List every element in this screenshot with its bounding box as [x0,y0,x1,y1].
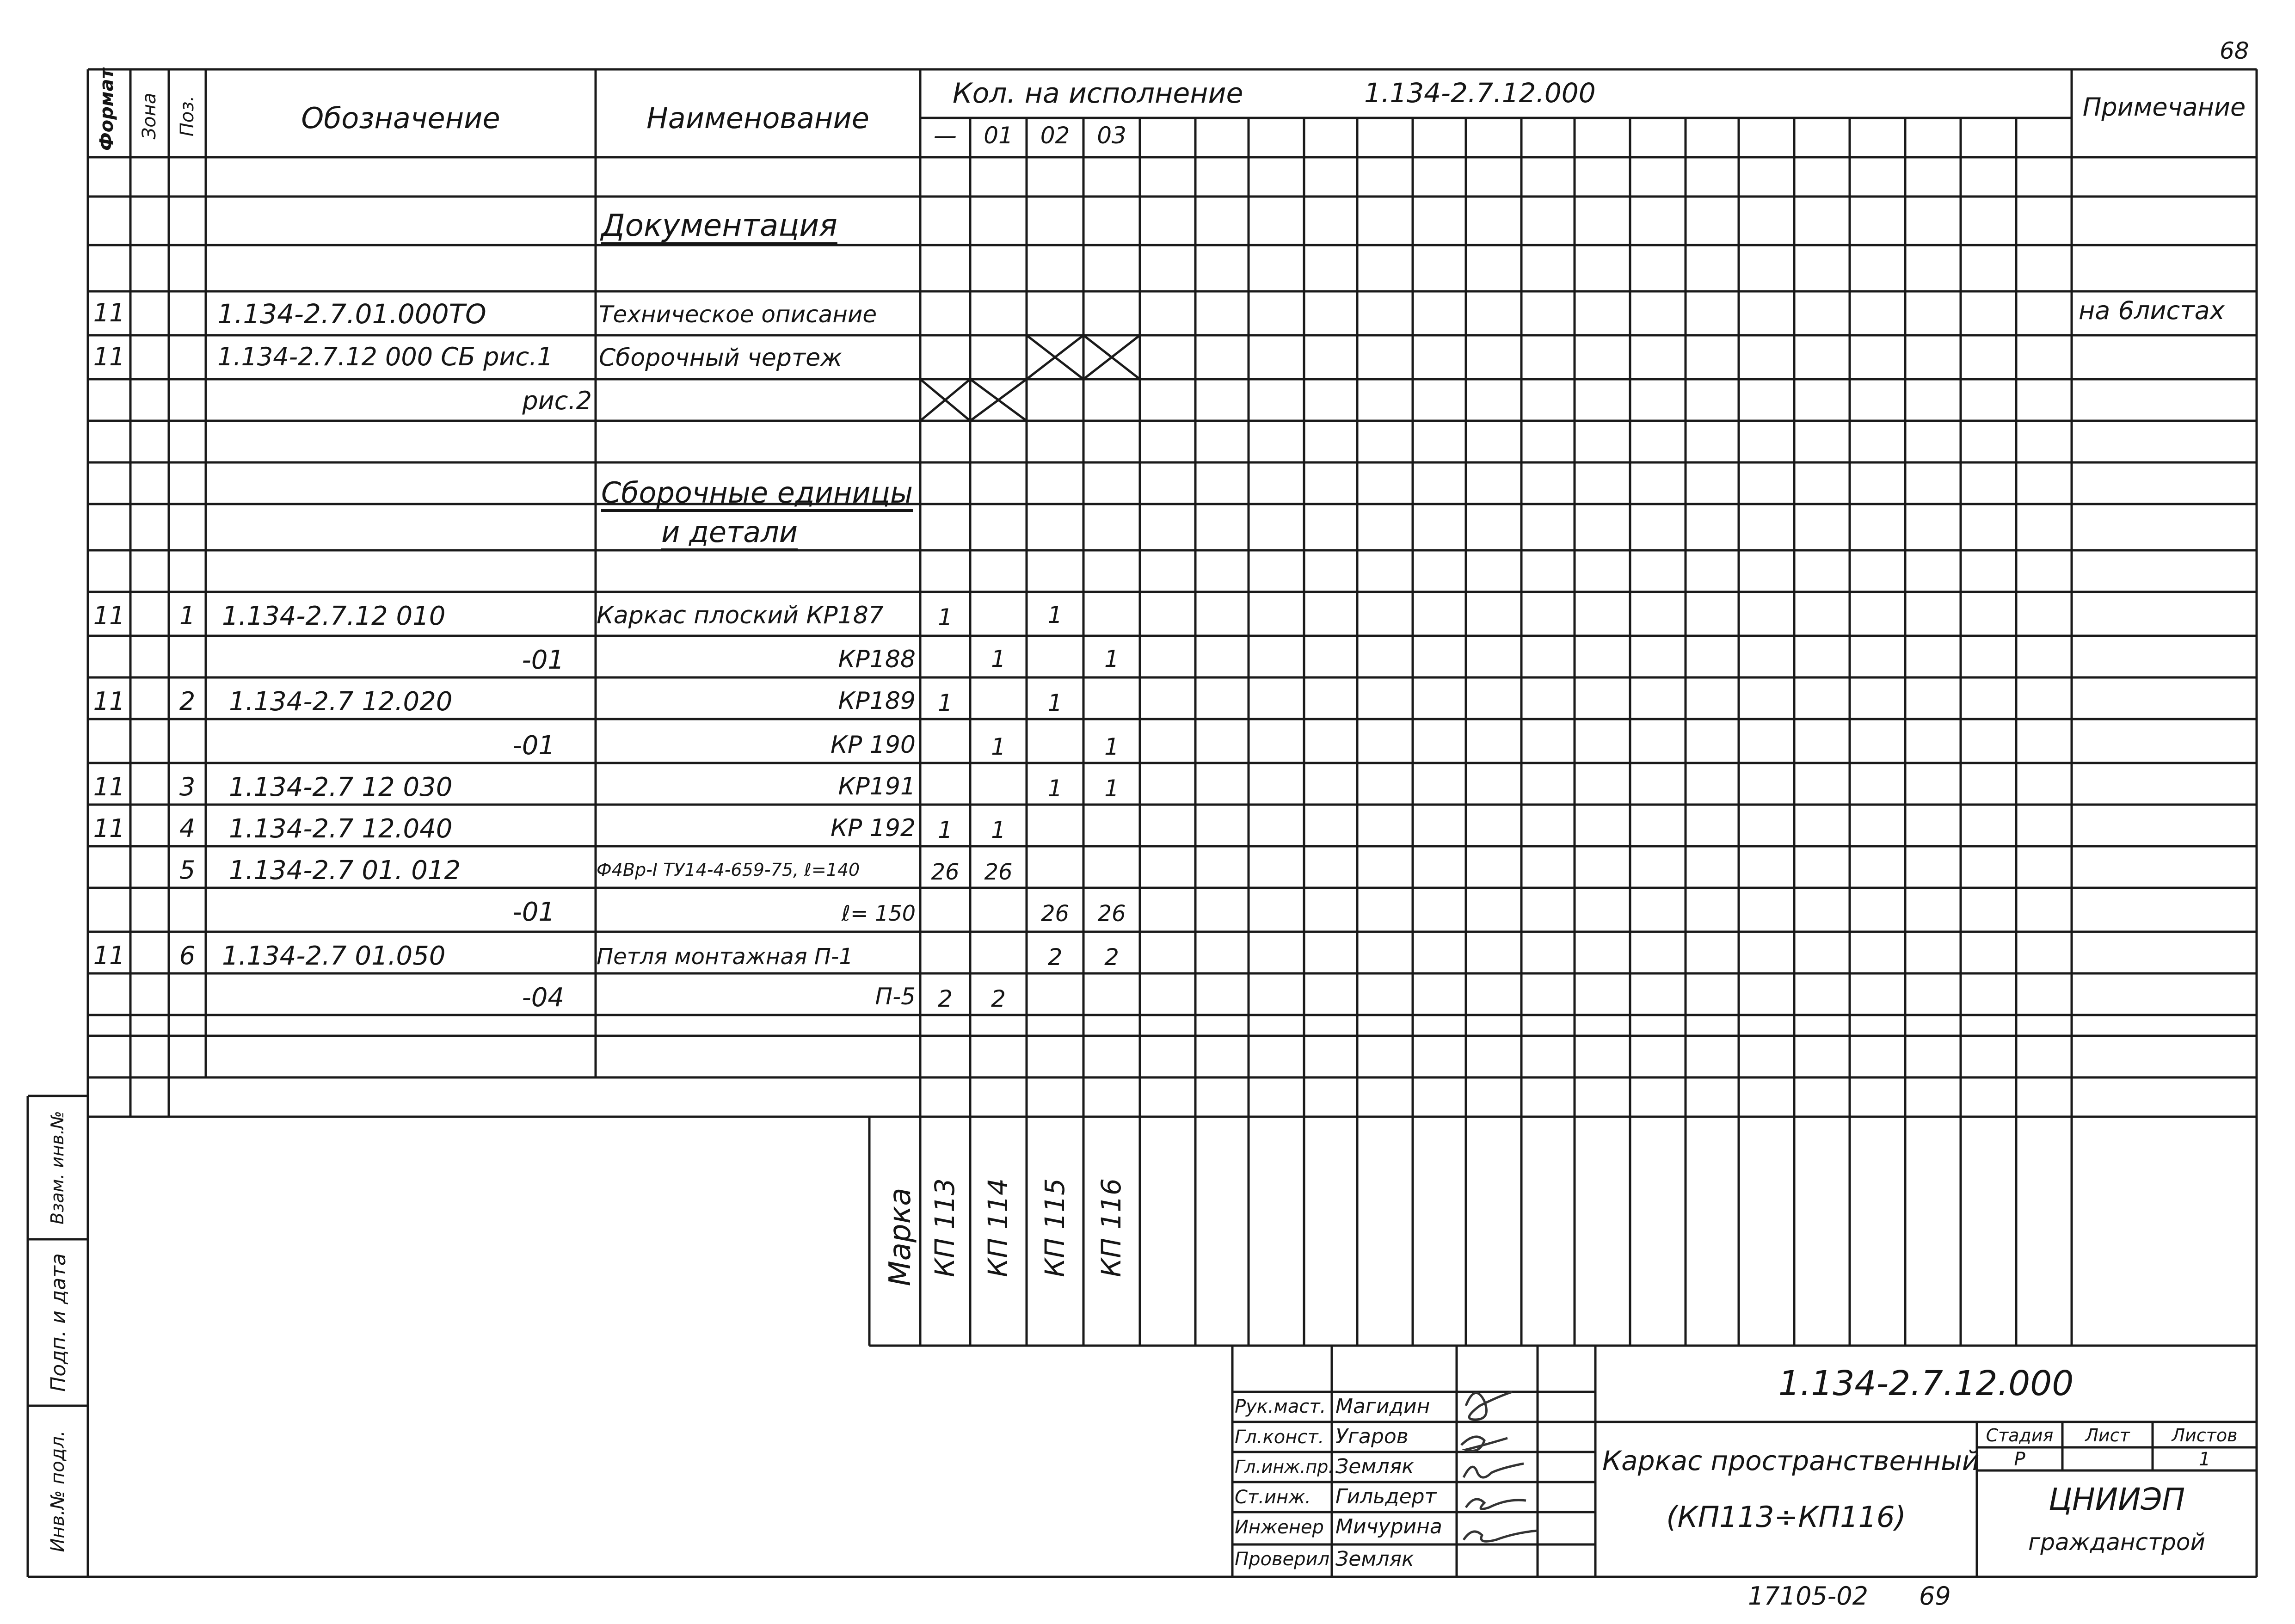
r5-q1: 26 [984,859,1013,885]
sig-name-3: Земляк [1335,1455,1414,1478]
header-pos: Поз. [177,95,198,137]
r6a-q0: 2 [938,985,953,1012]
doc1-format: 11 [93,298,125,327]
r2-designation: 1.134-2.7 12.020 [229,687,453,717]
header-qty-title: Кол. на исполнение [953,77,1243,110]
sheets-value: 1 [2198,1449,2211,1470]
r5-q0: 26 [931,859,960,885]
header-variant-2: 02 [1040,122,1070,149]
r2-name: КР189 [838,687,916,715]
header-name: Наименование [646,101,869,135]
header-note: Примечание [2082,92,2246,122]
doc1-name: Техническое описание [599,301,877,328]
r6-format: 11 [93,941,125,970]
r1a-designation: -01 [522,645,564,675]
r2-format: 11 [93,687,125,716]
doc-code: 1.134-2.7.12.000 [1778,1364,2074,1403]
r6-designation: 1.134-2.7 01.050 [222,941,446,971]
doc-title-2: (КП113÷КП116) [1666,1500,1906,1534]
sig-role-3: Гл.инж.пр. [1235,1457,1334,1477]
r6-pos: 6 [179,941,196,970]
header-qty-code: 1.134-2.7.12.000 [1364,77,1596,109]
r2a-designation: -01 [512,731,555,761]
header-zone: Зона [139,92,160,140]
section-assembly-1: Сборочные единицы [601,476,913,510]
r4-format: 11 [93,814,125,843]
r1-name: Каркас плоский КР187 [597,602,884,629]
sig-role-2: Гл.конст. [1235,1427,1324,1448]
doc1-note: на 6листах [2079,296,2225,325]
r5a-q3: 26 [1097,901,1126,927]
sig-name-2: Угаров [1335,1425,1409,1448]
r1-q2: 1 [1047,602,1063,628]
doc2-designation: 1.134-2.7.12 000 СБ рис.1 [217,342,553,371]
r5-name: Ф4Вр-I ТУ14-4-659-75, ℓ=140 [597,860,860,880]
r6a-name: П-5 [875,983,916,1010]
r1-designation: 1.134-2.7.12 010 [222,601,446,631]
doc2-name: Сборочный чертеж [599,344,842,372]
doc2-format: 11 [93,342,125,371]
side-label-inv: Инв.№ подл. [47,1430,68,1552]
r1a-name: КР188 [838,646,916,673]
side-label-sign: Подп. и дата [47,1253,70,1392]
header-variant-0: — [934,122,957,149]
r2-q0: 1 [938,689,953,716]
header-designation: Обозначение [301,101,500,135]
r1a-q3: 1 [1104,646,1119,672]
r4-name: КР 192 [830,814,916,842]
r6-q2: 2 [1047,944,1063,971]
footer-stamp: 17105-02 [1748,1581,1868,1611]
sig-name-6: Земляк [1335,1547,1414,1571]
sig-name-1: Магидин [1335,1395,1430,1418]
r2a-q3: 1 [1104,733,1119,760]
header-variant-1: 01 [984,122,1013,149]
r5a-name: ℓ= 150 [842,901,916,926]
r6-q3: 2 [1104,944,1119,971]
sig-name-4: Гильдерт [1335,1485,1437,1508]
r3-name: КР191 [838,773,916,800]
marks-label: Марка [883,1187,917,1286]
r3-designation: 1.134-2.7 12 030 [229,772,453,802]
r3-format: 11 [93,772,125,801]
r1-q0: 1 [938,604,953,631]
r4-q1: 1 [991,817,1006,843]
sig-role-5: Инженер [1235,1517,1324,1538]
org-name-2: гражданстрой [2028,1529,2206,1556]
side-label-replace: Взам. инв.№ [47,1111,68,1224]
section-documentation: Документация [601,208,837,243]
mark-3: КП 115 [1039,1178,1071,1277]
r5-pos: 5 [179,855,196,885]
stage-label: Стадия [1986,1425,2054,1446]
r3-pos: 3 [179,772,196,801]
r2-pos: 2 [179,687,196,716]
header-variant-3: 03 [1097,122,1126,149]
r4-q0: 1 [938,817,953,843]
r2a-q1: 1 [991,733,1006,760]
stage-value: Р [2014,1449,2025,1470]
mark-1: КП 113 [929,1178,960,1277]
mark-4: КП 116 [1095,1178,1127,1277]
sig-name-5: Мичурина [1335,1515,1442,1538]
r4-pos: 4 [179,814,196,843]
org-name-1: ЦНИИЭП [2048,1482,2185,1517]
doc-title-1: Каркас пространственный [1602,1445,1980,1476]
footer-number: 69 [1919,1581,1951,1611]
r1a-q1: 1 [991,646,1006,672]
sig-role-4: Ст.инж. [1235,1487,1311,1508]
r3-q3: 1 [1104,775,1119,802]
sig-role-6: Проверил [1235,1549,1330,1570]
sheet-label: Лист [2085,1425,2130,1446]
doc3-designation: рис.2 [522,386,592,415]
r2a-name: КР 190 [830,731,916,759]
mark-2: КП 114 [982,1178,1014,1277]
r4-designation: 1.134-2.7 12.040 [229,814,453,844]
r1-pos: 1 [179,601,196,630]
section-assembly-2: и детали [661,515,798,549]
r2-q2: 1 [1047,689,1063,716]
r3-q2: 1 [1047,775,1063,802]
r1-format: 11 [93,601,125,630]
signatures-graphic [1461,1392,1538,1541]
header-format: Формат [96,68,117,151]
doc1-designation: 1.134-2.7.01.000ТО [217,298,486,330]
r6a-designation: -04 [522,983,564,1013]
r5a-designation: -01 [512,897,555,927]
sig-role-1: Рук.маст. [1235,1396,1326,1417]
page-number: 68 [2220,37,2249,64]
r6-name: Петля монтажная П-1 [597,944,853,970]
r5-designation: 1.134-2.7 01. 012 [229,855,461,886]
r6a-q1: 2 [991,985,1006,1012]
sheets-label: Листов [2172,1425,2238,1446]
r5a-q2: 26 [1040,901,1070,927]
